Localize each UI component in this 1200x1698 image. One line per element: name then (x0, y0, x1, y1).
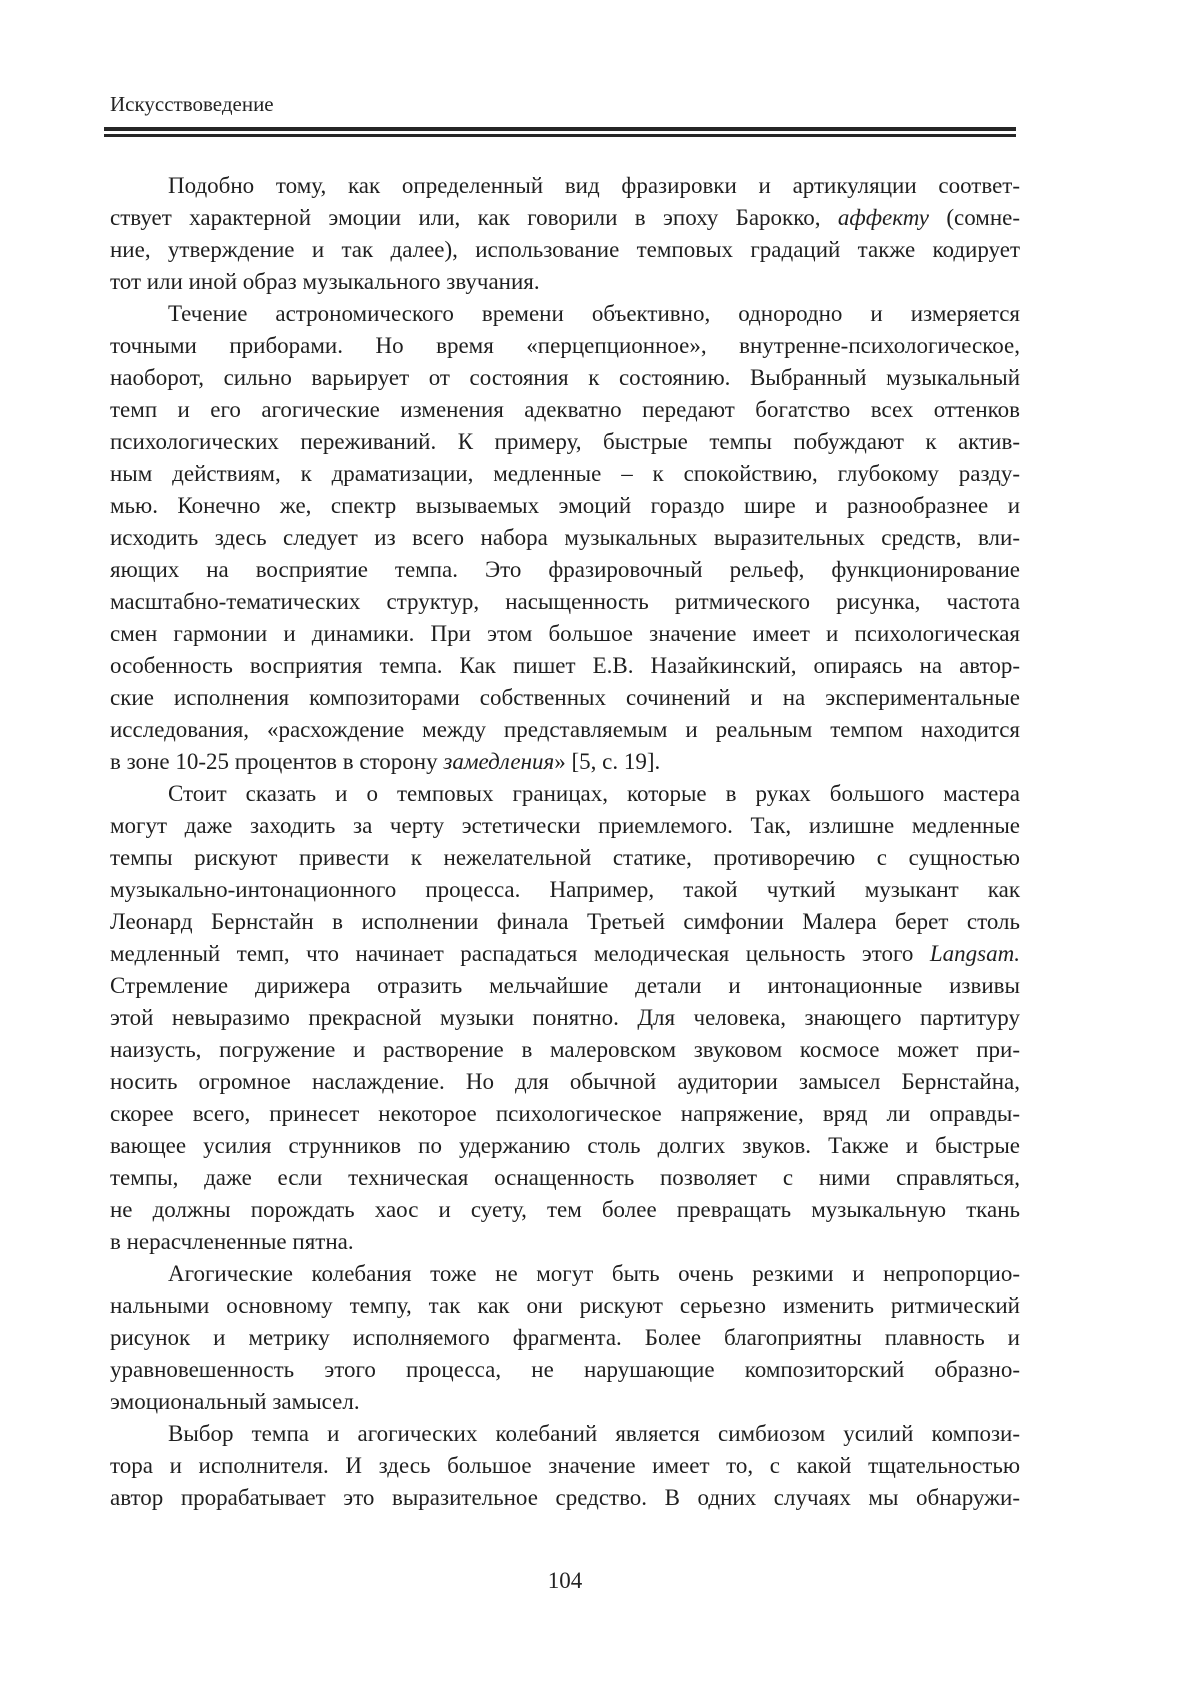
text-run: ские исполнения композиторами собственных сочинений и на экспериментальные (110, 685, 1020, 710)
text-run: темпы рискуют привести к нежелательной статике, противоречию с сущностью (110, 845, 1020, 870)
text-line (110, 682, 1020, 714)
page-number: 104 (547, 1568, 583, 1593)
text-line (110, 714, 1020, 746)
text-run: темпы, даже если техническая оснащенность позволяет с ними справляться, (110, 1165, 1020, 1190)
italic-text-run: Langsam. (929, 941, 1020, 966)
text-run: Агогические колебания тоже не могут быть очень резкими и непропорцио- (168, 1261, 1020, 1286)
text-line (110, 1162, 1020, 1194)
text-run: смен гармонии и динамики. При этом большое значение имеет и психологическая (110, 621, 1020, 646)
text-run: особенность восприятия темпа. Как пишет Е.В. Назайкинский, опираясь на автор- (110, 653, 1020, 678)
text-run: (сомне- (928, 205, 1020, 230)
text-line (110, 1418, 1020, 1450)
text-line (110, 234, 1020, 266)
text-line (110, 874, 1020, 906)
header-double-rule (104, 127, 1016, 137)
paragraph (110, 1258, 1020, 1418)
text-line (110, 1322, 1020, 1354)
text-run: точными приборами. Но время «перцепционное», внутренне-психологическое, (110, 333, 1020, 358)
text-run: Подобно тому, как определенный вид фразировки и артикуляции соответ- (168, 173, 1020, 198)
text-run: этой невыразимо прекрасной музыки понятно. Для человека, знающего партитуру (110, 1005, 1020, 1030)
text-run: рисунок и метрику исполняемого фрагмента. Более благоприятны плавность и (110, 1325, 1020, 1350)
text-line (110, 746, 1020, 778)
text-line (110, 202, 1020, 234)
text-line (110, 1194, 1020, 1226)
text-run: уравновешенность этого процесса, не нарушающие композиторский образно- (110, 1357, 1020, 1382)
text-line (110, 458, 1020, 490)
text-line (110, 1130, 1020, 1162)
text-run: мью. Конечно же, спектр вызываемых эмоций гораздо шире и разнообразнее и (110, 493, 1020, 518)
text-run: автор прорабатывает это выразительное средство. В одних случаях мы обнаружи- (110, 1485, 1020, 1510)
text-line (110, 362, 1020, 394)
text-run: исходить здесь следует из всего набора музыкальных выразительных средств, вли- (110, 525, 1020, 550)
text-line (110, 1034, 1020, 1066)
text-line (110, 170, 1020, 202)
text-run: не должны порождать хаос и суету, тем более превращать музыкальную ткань (110, 1197, 1020, 1222)
text-run: носить огромное наслаждение. Но для обычной аудитории замысел Бернстайна, (110, 1069, 1020, 1094)
text-run: ние, утверждение и так далее), использование темповых градаций также кодирует (110, 237, 1020, 262)
paragraph (110, 778, 1020, 1258)
text-line (110, 1450, 1020, 1482)
text-run: вающее усилия струнников по удержанию столь долгих звуков. Также и быстрые (110, 1133, 1020, 1158)
text-line (110, 1386, 1020, 1418)
text-run: в нерасчлененные пятна. (110, 1229, 354, 1254)
text-run: могут даже заходить за черту эстетически приемлемого. Так, излишне медленные (110, 813, 1020, 838)
text-run: яющих на восприятие темпа. Это фразировочный рельеф, функционирование (110, 557, 1020, 582)
text-run: тора и исполнителя. И здесь большое значение имеет то, с какой тщательностью (110, 1453, 1020, 1478)
text-line (110, 1066, 1020, 1098)
text-line (110, 1290, 1020, 1322)
document-body (110, 170, 1020, 1514)
text-run: эмоциональный замысел. (110, 1389, 360, 1414)
text-run: Леонард Бернстайн в исполнении финала Третьей симфонии Малера берет столь (110, 909, 1020, 934)
text-run: ствует характерной эмоции или, как говорили в эпоху Барокко, (110, 205, 838, 230)
text-line (110, 1258, 1020, 1290)
text-line (110, 554, 1020, 586)
text-run: медленный темп, что начинает распадаться мелодическая цельность этого (110, 941, 930, 966)
text-run: психологических переживаний. К примеру, быстрые темпы побуждают к актив- (110, 429, 1020, 454)
text-line (110, 906, 1020, 938)
text-run: Течение астрономического времени объективно, однородно и измеряется (168, 301, 1020, 326)
paragraph (110, 298, 1020, 778)
text-run: музыкально-интонационного процесса. Например, такой чуткий музыкант как (110, 877, 1020, 902)
text-line (110, 970, 1020, 1002)
text-run: исследования, «расхождение между представляемым и реальным темпом находится (110, 717, 1020, 742)
text-run: Стремление дирижера отразить мельчайшие детали и интонационные извивы (110, 973, 1020, 998)
text-run: тот или иной образ музыкального звучания. (110, 269, 540, 294)
text-run: нальными основному темпу, так как они рискуют серьезно изменить ритмический (110, 1293, 1020, 1318)
text-line (110, 586, 1020, 618)
running-head-section-title: Искусствоведение (110, 92, 274, 116)
italic-text-run: аффекту (837, 205, 929, 230)
text-run: Стоит сказать и о темповых границах, которые в руках большого мастера (168, 781, 1020, 806)
text-line (110, 1354, 1020, 1386)
text-line (110, 266, 1020, 298)
text-run: темп и его агогические изменения адекватно передают богатство всех оттенков (110, 397, 1020, 422)
text-run: масштабно-тематических структур, насыщенность ритмического рисунка, частота (110, 589, 1020, 614)
text-run: наизусть, погружение и растворение в малеровском звуковом космосе может при- (110, 1037, 1020, 1062)
text-line (110, 522, 1020, 554)
text-line (110, 778, 1020, 810)
text-line (110, 842, 1020, 874)
text-line (110, 618, 1020, 650)
text-run: в зоне 10-25 процентов в сторону (110, 749, 444, 774)
text-line (110, 298, 1020, 330)
text-run: » [5, с. 19]. (554, 749, 661, 774)
text-line (110, 1002, 1020, 1034)
text-line (110, 426, 1020, 458)
paragraph (110, 1418, 1020, 1514)
text-line (110, 650, 1020, 682)
text-line (110, 938, 1020, 970)
text-line (110, 1098, 1020, 1130)
text-line (110, 810, 1020, 842)
italic-text-run: замедления (443, 749, 555, 774)
text-line (110, 394, 1020, 426)
text-run: ным действиям, к драматизации, медленные – к спокойствию, глубокому разду- (110, 461, 1020, 486)
text-line (110, 490, 1020, 522)
text-run: Выбор темпа и агогических колебаний является симбиозом усилий компози- (168, 1421, 1020, 1446)
paragraph (110, 170, 1020, 298)
text-run: скорее всего, принесет некоторое психологическое напряжение, вряд ли оправды- (110, 1101, 1020, 1126)
text-line (110, 1226, 1020, 1258)
text-run: наоборот, сильно варьирует от состояния к состоянию. Выбранный музыкальный (110, 365, 1020, 390)
text-line (110, 330, 1020, 362)
text-line (110, 1482, 1020, 1514)
